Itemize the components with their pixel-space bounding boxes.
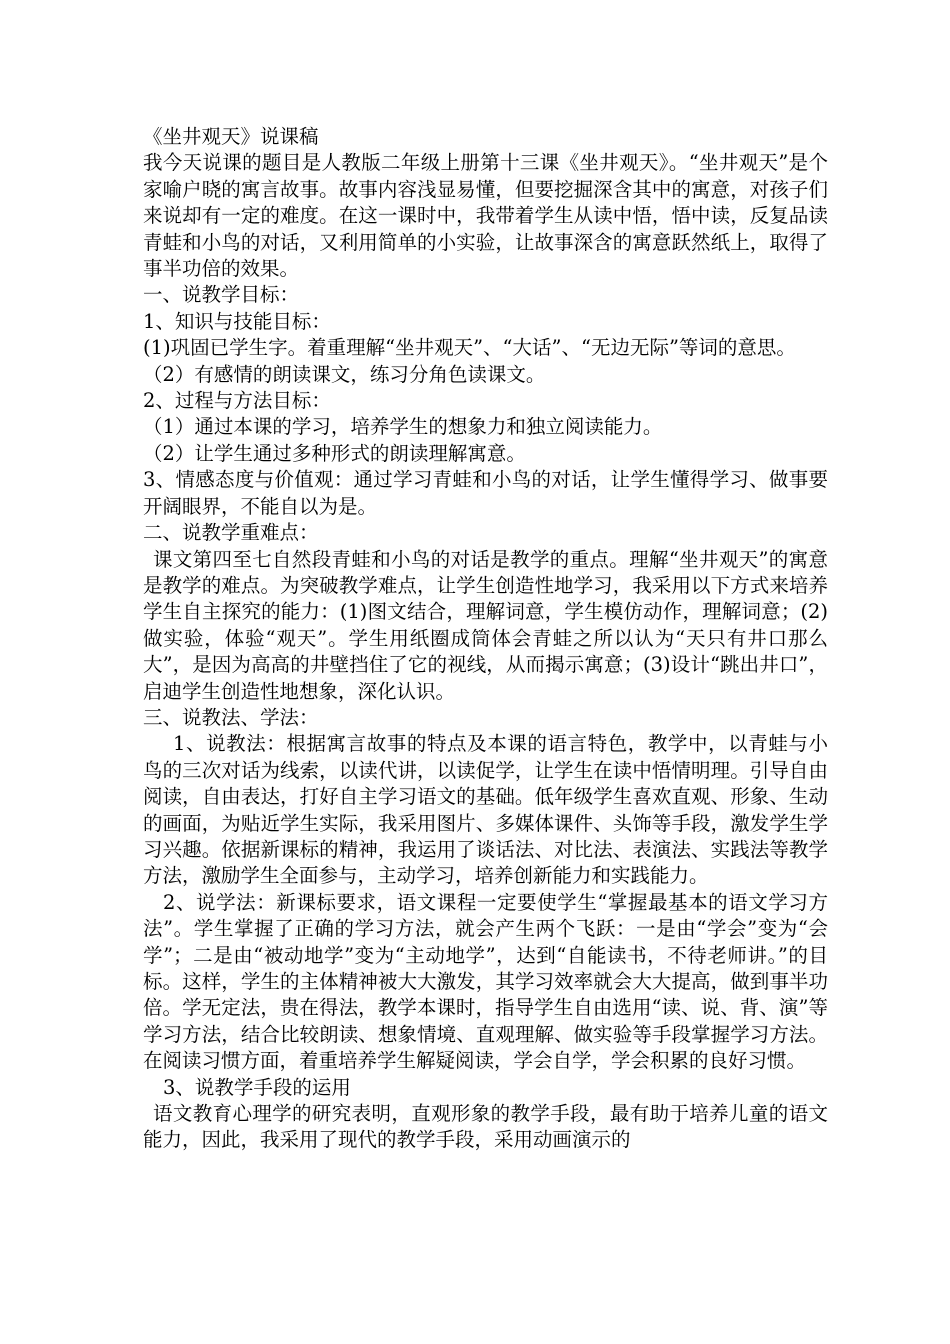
goal-item: （1）通过本课的学习，培养学生的想象力和独立阅读能力。 xyxy=(143,415,663,439)
goal-item: （2）让学生通过多种形式的朗读理解寓意。 xyxy=(143,441,526,465)
section-heading-keypoints: 二、说教学重难点： xyxy=(143,521,319,545)
goal-item: （2）有感情的朗读课文，练习分角色读课文。 xyxy=(143,362,546,386)
teaching-method-paragraph: 1、说教法：根据寓言故事的特点及本课的语言特色，教学中，以青蛙与小鸟的三次对话为线索，以读代讲，以读促学，让学生在读中悟情明理。引导自由阅读，自由表达，打好自主学习语文的基础。低年级学生喜欢直观、形象、生动的画面，为贴近学生实际，我采用图片、多媒体课件、头饰等手段，激发学生学习兴趣。依据新课标的精神，我运用了谈话法、对比法、表演法、实践法等教学方法，激励学生全面参与，主动学习，培养创新能力和实践能力。 xyxy=(143,732,828,888)
intro-paragraph: 我今天说课的题目是人教版二年级上册第十三课《坐井观天》。“坐井观天”是个家喻户晓的寓言故事。故事内容浅显易懂，但要挖掘深含其中的寓意，对孩子们来说却有一定的难度。在这一课时中，我带着学生从读中悟，悟中读，反复品读青蛙和小鸟的对话，又利用简单的小实验，让故事深含的寓意跃然纸上，取得了事半功倍的效果。 xyxy=(143,151,828,281)
section-heading-methods: 三、说教法、学法： xyxy=(143,705,319,729)
subheading-knowledge: 1、知识与技能目标： xyxy=(143,309,331,333)
subheading-process: 2、过程与方法目标： xyxy=(143,389,331,413)
document-title: 《坐井观天》说课稿 xyxy=(143,125,319,148)
section-heading-goals: 一、说教学目标： xyxy=(143,283,300,307)
subheading-media: 3、说教学手段的运用 xyxy=(163,1075,351,1099)
goal-item: (1)巩固已学生字。着重理解“坐井观天”、“大话”、“无边无际”等词的意思。 xyxy=(143,336,796,360)
keypoints-paragraph: 课文第四至七自然段青蛙和小鸟的对话是教学的重点。理解“坐井观天”的寓意是教学的难点。为突破教学难点，让学生创造性地学习，我采用以下方式来培养学生自主探究的能力：(1)图文结合，理解词意，学生模仿动作，理解词意；(2)做实验，体验“观天”。学生用纸圈成筒体会青蛙之所以认为“天只有井口那么大”，是因为高高的井壁挡住了它的视线，从而揭示寓意；(3)设计“跳出井口”，启迪学生创造性地想象，深化认识。 xyxy=(143,547,828,703)
media-paragraph: 语文教育心理学的研究表明，直观形象的教学手段，最有助于培养儿童的语文能力，因此，我采用了现代的教学手段，采用动画演示的 xyxy=(143,1102,828,1152)
document-body xyxy=(143,124,828,1154)
learning-method-paragraph: 2、说学法：新课标要求，语文课程一定要使学生“掌握最基本的语文学习方法”。学生掌握了正确的学习方法，就会产生两个飞跃：一是由“学会”变为“会学”；二是由“被动地学”变为“主动地学”，达到“自能读书，不待老师讲。”的目标。这样，学生的主体精神被大大激发，其学习效率就会大大提高，做到事半功倍。学无定法，贵在得法，教学本课时，指导学生自由选用“读、说、背、演”等学习方法，结合比较朗读、想象情境、直观理解、做实验等手段掌握学习方法。在阅读习惯方面，着重培养学生解疑阅读，学会自学，学会积累的良好习惯。 xyxy=(143,890,828,1073)
subheading-emotion: 3、情感态度与价值观：通过学习青蛙和小鸟的对话，让学生懂得学习、做事要开阔眼界，不能自以为是。 xyxy=(143,468,828,518)
